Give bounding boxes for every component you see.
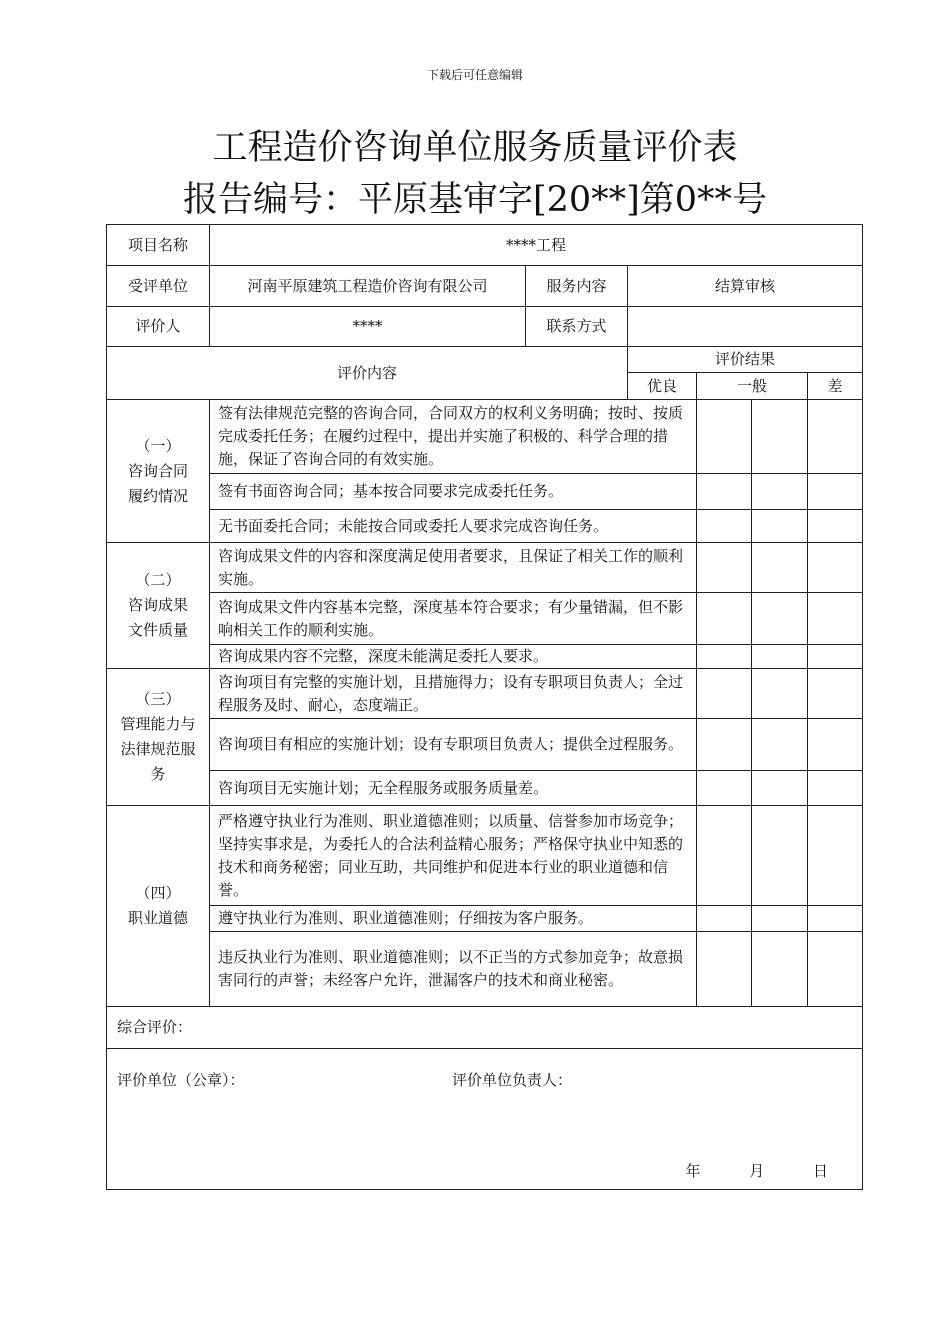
average-cell[interactable]: [752, 400, 808, 474]
excellent-cell[interactable]: [697, 593, 752, 645]
contact-value: [628, 307, 863, 347]
excellent-cell[interactable]: [697, 645, 752, 669]
poor-cell[interactable]: [808, 932, 863, 1007]
excellent-header: 优良: [628, 373, 697, 400]
average-header: 一般: [697, 373, 808, 400]
criterion-3-1: 咨询项目有完整的实施计划，且措施得力；设有专职项目负责人；全过程服务及时、耐心，态度端正。: [210, 669, 697, 719]
category-1-name: 咨询合同: [127, 461, 188, 480]
contact-label: 联系方式: [526, 307, 628, 347]
category-2: [107, 543, 210, 669]
criterion-4-1: 严格遵守执业行为准则、职业道德准则；以质量、信誉参加市场竞争；坚持实事求是，为委托人的合法利益精心服务；严格保守执业中知悉的技术和商务秘密；同业互助，共同维护和促进本行业的职业道德和信誉。: [210, 806, 697, 906]
poor-cell[interactable]: [808, 474, 863, 510]
average-cell[interactable]: [752, 806, 808, 906]
comprehensive-evaluation[interactable]: 综合评价：: [107, 1007, 863, 1049]
service-content-label: 服务内容: [526, 266, 628, 307]
category-1-num: （一）: [135, 436, 181, 455]
header-note: 下载后可任意编辑: [426, 68, 523, 82]
poor-cell[interactable]: [808, 719, 863, 771]
content-header: 评价内容: [107, 347, 628, 400]
excellent-cell[interactable]: [697, 771, 752, 806]
average-cell[interactable]: [752, 510, 808, 543]
category-3-name: 务: [150, 765, 166, 783]
poor-cell[interactable]: [808, 806, 863, 906]
category-3-num: （三）: [135, 690, 181, 708]
criterion-2-3: 咨询成果内容不完整，深度未能满足委托人要求。: [210, 645, 697, 669]
category-2-name: 咨询成果: [127, 596, 188, 614]
unit-leader-label: 评价单位负责人：: [452, 1071, 573, 1089]
excellent-cell[interactable]: [697, 510, 752, 543]
excellent-cell[interactable]: [697, 543, 752, 593]
category-3: [107, 669, 210, 806]
criterion-2-1: 咨询成果文件的内容和深度满足使用者要求，且保证了相关工作的顺利实施。: [210, 543, 697, 593]
excellent-cell[interactable]: [697, 906, 752, 932]
poor-cell[interactable]: [808, 669, 863, 719]
criterion-1-2: 签有书面咨询合同；基本按合同要求完成委托任务。: [210, 474, 697, 510]
criterion-1-3: 无书面委托合同；未能按合同或委托人要求完成咨询任务。: [210, 510, 697, 543]
average-cell[interactable]: [752, 474, 808, 510]
category-1-name: 履约情况: [127, 486, 188, 505]
excellent-cell[interactable]: [697, 719, 752, 771]
criterion-2-2: 咨询成果文件内容基本完整，深度基本符合要求；有少量错漏，但不影响相关工作的顺利实施。: [210, 593, 697, 645]
project-name-label: 项目名称: [107, 225, 210, 266]
criterion-3-2: 咨询项目有相应的实施计划；设有专职项目负责人；提供全过程服务。: [210, 719, 697, 771]
criterion-4-3: 违反执业行为准则、职业道德准则；以不正当的方式参加竞争；故意损害同行的声誉；未经客户允许，泄漏客户的技术和商业秘密。: [210, 932, 697, 1007]
category-3-name: 管理能力与: [120, 715, 196, 733]
excellent-cell[interactable]: [697, 474, 752, 510]
service-content-value: 结算审核: [628, 266, 863, 307]
excellent-cell[interactable]: [697, 400, 752, 474]
poor-cell[interactable]: [808, 771, 863, 806]
category-3-name: 法律规范服: [120, 740, 196, 758]
excellent-cell[interactable]: [697, 932, 752, 1007]
evaluated-unit-value: 河南平原建筑工程造价咨询有限公司: [210, 266, 526, 307]
evaluation-table: [106, 224, 863, 1190]
result-header: 评价结果: [628, 347, 863, 373]
excellent-cell[interactable]: [697, 806, 752, 906]
evaluating-unit-seal-label: 评价单位（公章）：: [117, 1071, 245, 1089]
poor-cell[interactable]: [808, 543, 863, 593]
average-cell[interactable]: [752, 932, 808, 1007]
criterion-3-3: 咨询项目无实施计划；无全程服务或服务质量差。: [210, 771, 697, 806]
day-label: 日: [813, 1162, 829, 1180]
poor-header: 差: [808, 373, 863, 400]
evaluated-unit-label: 受评单位: [107, 266, 210, 307]
poor-cell[interactable]: [808, 510, 863, 543]
criterion-4-2: 遵守执业行为准则、职业道德准则；仔细按为客户服务。: [210, 906, 697, 932]
average-cell[interactable]: [752, 719, 808, 771]
evaluator-label: 评价人: [107, 307, 210, 347]
month-label: 月: [749, 1162, 765, 1180]
report-number: 报告编号：平原基审字[20**]第0**号: [182, 180, 768, 220]
poor-cell[interactable]: [808, 400, 863, 474]
average-cell[interactable]: [752, 593, 808, 645]
category-2-name: 文件质量: [127, 621, 188, 639]
date-line: [641, 1160, 828, 1183]
page-title: 工程造价咨询单位服务质量评价表: [212, 128, 738, 168]
signature-block: [107, 1049, 863, 1190]
category-1: [107, 400, 210, 543]
average-cell[interactable]: [752, 543, 808, 593]
category-4-name: 职业道德: [127, 909, 188, 927]
average-cell[interactable]: [752, 906, 808, 932]
poor-cell[interactable]: [808, 645, 863, 669]
category-4: [107, 806, 210, 1007]
category-2-num: （二）: [135, 571, 181, 589]
project-name-value: ****工程: [210, 225, 863, 266]
poor-cell[interactable]: [808, 593, 863, 645]
criterion-1-1: 签有法律规范完整的咨询合同，合同双方的权利义务明确；按时、按质完成委托任务；在履约过程中，提出并实施了积极的、科学合理的措施，保证了咨询合同的有效实施。: [210, 400, 697, 474]
average-cell[interactable]: [752, 645, 808, 669]
evaluator-value: ****: [210, 307, 526, 347]
excellent-cell[interactable]: [697, 669, 752, 719]
average-cell[interactable]: [752, 771, 808, 806]
category-4-num: （四）: [135, 884, 181, 902]
poor-cell[interactable]: [808, 906, 863, 932]
year-label: 年: [685, 1162, 701, 1180]
average-cell[interactable]: [752, 669, 808, 719]
